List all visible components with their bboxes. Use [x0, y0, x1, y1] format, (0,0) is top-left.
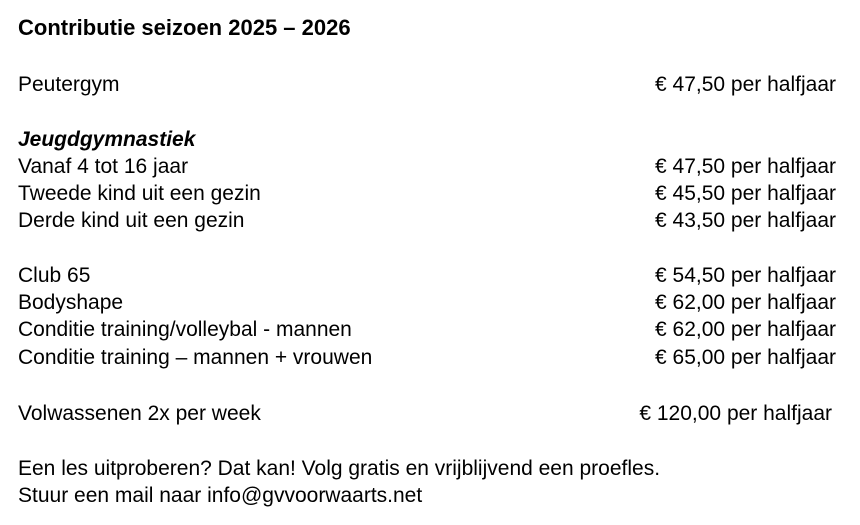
fee-price: € 62,00 per halfjaar: [655, 291, 836, 314]
fee-price: € 47,50 per halfjaar: [655, 73, 836, 96]
contact-email-text: Stuur een mail naar info@gvvoorwaarts.net: [18, 484, 423, 507]
fee-label: Vanaf 4 tot 16 jaar: [18, 155, 189, 178]
trial-lesson-text: Een les uitproberen? Dat kan! Volg gratis en vrijblijvend een proefles.: [18, 457, 661, 480]
fee-row: [18, 153, 836, 180]
fee-price: € 65,00 per halfjaar: [655, 346, 836, 369]
fee-row-peutergym: [18, 71, 836, 98]
fee-row: [18, 289, 836, 316]
fee-label: Peutergym: [18, 73, 120, 96]
fee-price: € 43,50 per halfjaar: [655, 209, 836, 232]
fee-row-volwassenen: [18, 400, 836, 427]
section-heading-jeugd: Jeugdgymnastiek: [18, 128, 196, 151]
document-title: Contributie seizoen 2025 – 2026: [18, 15, 351, 40]
fee-label: Conditie training/volleybal - mannen: [18, 318, 352, 341]
fee-label: Derde kind uit een gezin: [18, 209, 245, 232]
fee-label: Volwassenen 2x per week: [18, 402, 261, 425]
fee-row: [18, 344, 836, 371]
fee-label: Bodyshape: [18, 291, 124, 314]
fee-price: € 62,00 per halfjaar: [655, 318, 836, 341]
fee-label: Club 65: [18, 264, 91, 287]
fee-row: [18, 207, 836, 234]
fee-label: Tweede kind uit een gezin: [18, 182, 261, 205]
fee-row: [18, 262, 836, 289]
fee-price: € 120,00 per halfjaar: [639, 402, 832, 425]
fee-price: € 54,50 per halfjaar: [655, 264, 836, 287]
fee-price: € 47,50 per halfjaar: [655, 155, 836, 178]
fee-row: [18, 180, 836, 207]
fee-price: € 45,50 per halfjaar: [655, 182, 836, 205]
fee-row: [18, 316, 836, 343]
fee-label: Conditie training – mannen + vrouwen: [18, 346, 373, 369]
